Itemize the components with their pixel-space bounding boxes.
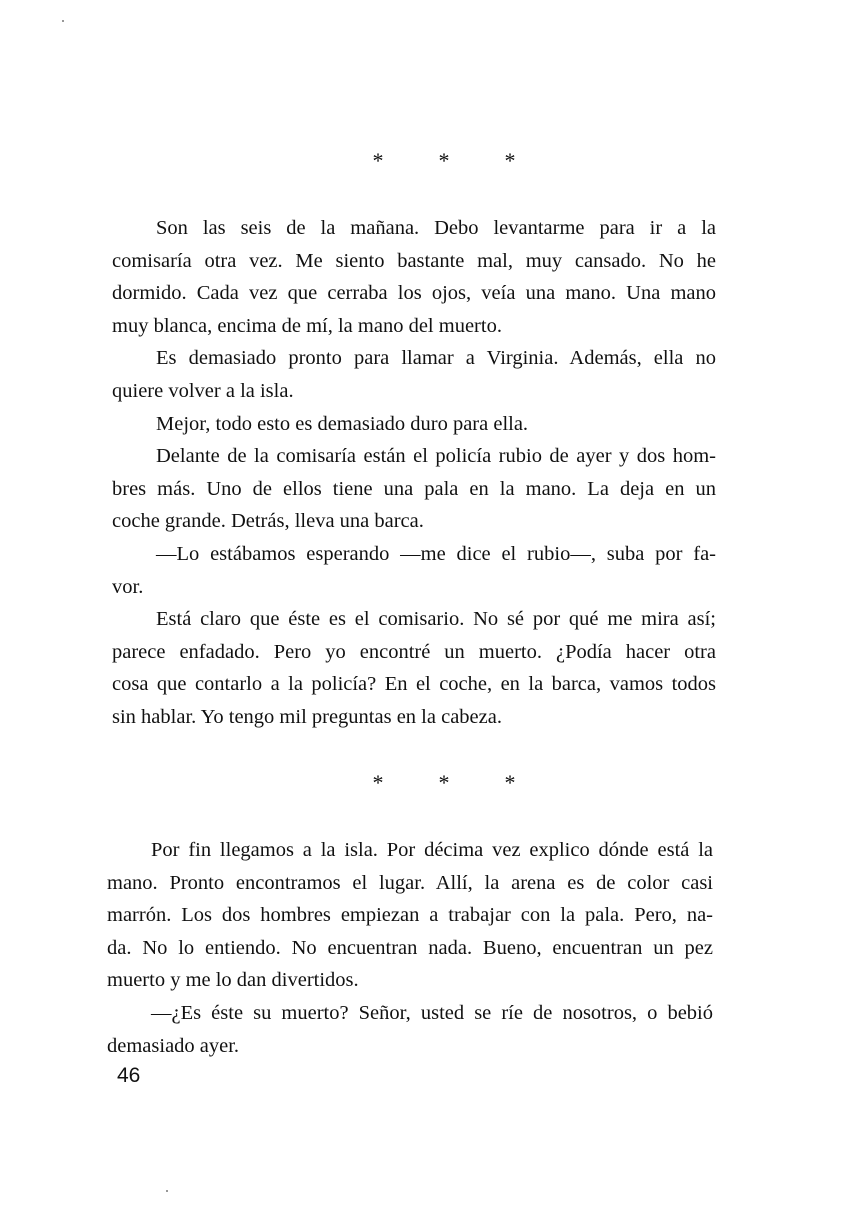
text-line: bres más. Uno de ellos tiene una pala en la mano. La deja en un: [112, 477, 716, 500]
text-line: Está claro que éste es el comisario. No sé por qué me mira así;: [156, 608, 716, 631]
scan-speck: [62, 20, 64, 22]
text-line: —¿Es éste su muerto? Señor, usted se ríe de nosotros, o bebió: [151, 1001, 713, 1024]
text-line: mano. Pronto encontramos el lugar. Allí, la arena es de color casi: [107, 871, 713, 894]
text-block-1: [112, 212, 716, 734]
text-line: Delante de la comisaría están el policía rubio de ayer y dos hom-: [156, 445, 716, 468]
text-line: coche grande. Detrás, lleva una barca.: [112, 510, 424, 533]
text-line: muy blanca, encima de mí, la mano del muerto.: [112, 314, 502, 337]
text-block-2: [107, 834, 713, 1062]
text-line: Mejor, todo esto es demasiado duro para ella.: [156, 412, 529, 435]
separator-star: *: [372, 148, 384, 173]
separator-star: *: [504, 148, 516, 173]
separator-star: *: [372, 770, 384, 795]
scan-speck: [166, 1190, 168, 1192]
text-line: —Lo estábamos esperando —me dice el rubio—, suba por fa-: [156, 542, 716, 565]
section-separator-middle: [18, 770, 852, 796]
text-line: parece enfadado. Pero yo encontré un muerto. ¿Podía hacer otra: [112, 640, 716, 663]
text-line: da. No lo entiendo. No encuentran nada. Bueno, encuentran un pez: [107, 936, 713, 959]
text-line: comisaría otra vez. Me siento bastante mal, muy cansado. No he: [112, 249, 716, 272]
section-separator-top: [18, 148, 852, 174]
separator-star: *: [504, 770, 516, 795]
text-line: sin hablar. Yo tengo mil preguntas en la cabeza.: [112, 705, 502, 728]
text-line: vor.: [112, 575, 144, 598]
text-line: Son las seis de la mañana. Debo levantarme para ir a la: [156, 217, 716, 239]
separator-star: *: [438, 148, 450, 173]
text-line: marrón. Los dos hombres empiezan a trabajar con la pala. Pero, na-: [107, 904, 713, 927]
text-line: muerto y me lo dan divertidos.: [107, 969, 359, 992]
text-line: quiere volver a la isla.: [112, 379, 294, 402]
text-line: Por fin llegamos a la isla. Por décima vez explico dónde está la: [151, 839, 713, 861]
text-line: Es demasiado pronto para llamar a Virginia. Además, ella no: [156, 347, 716, 370]
page-number: 46: [117, 1064, 141, 1087]
separator-star: *: [438, 770, 450, 795]
text-line: demasiado ayer.: [107, 1034, 240, 1057]
text-line: cosa que contarlo a la policía? En el coche, en la barca, vamos todos: [112, 673, 716, 696]
text-line: dormido. Cada vez que cerraba los ojos, veía una mano. Una mano: [112, 282, 716, 305]
